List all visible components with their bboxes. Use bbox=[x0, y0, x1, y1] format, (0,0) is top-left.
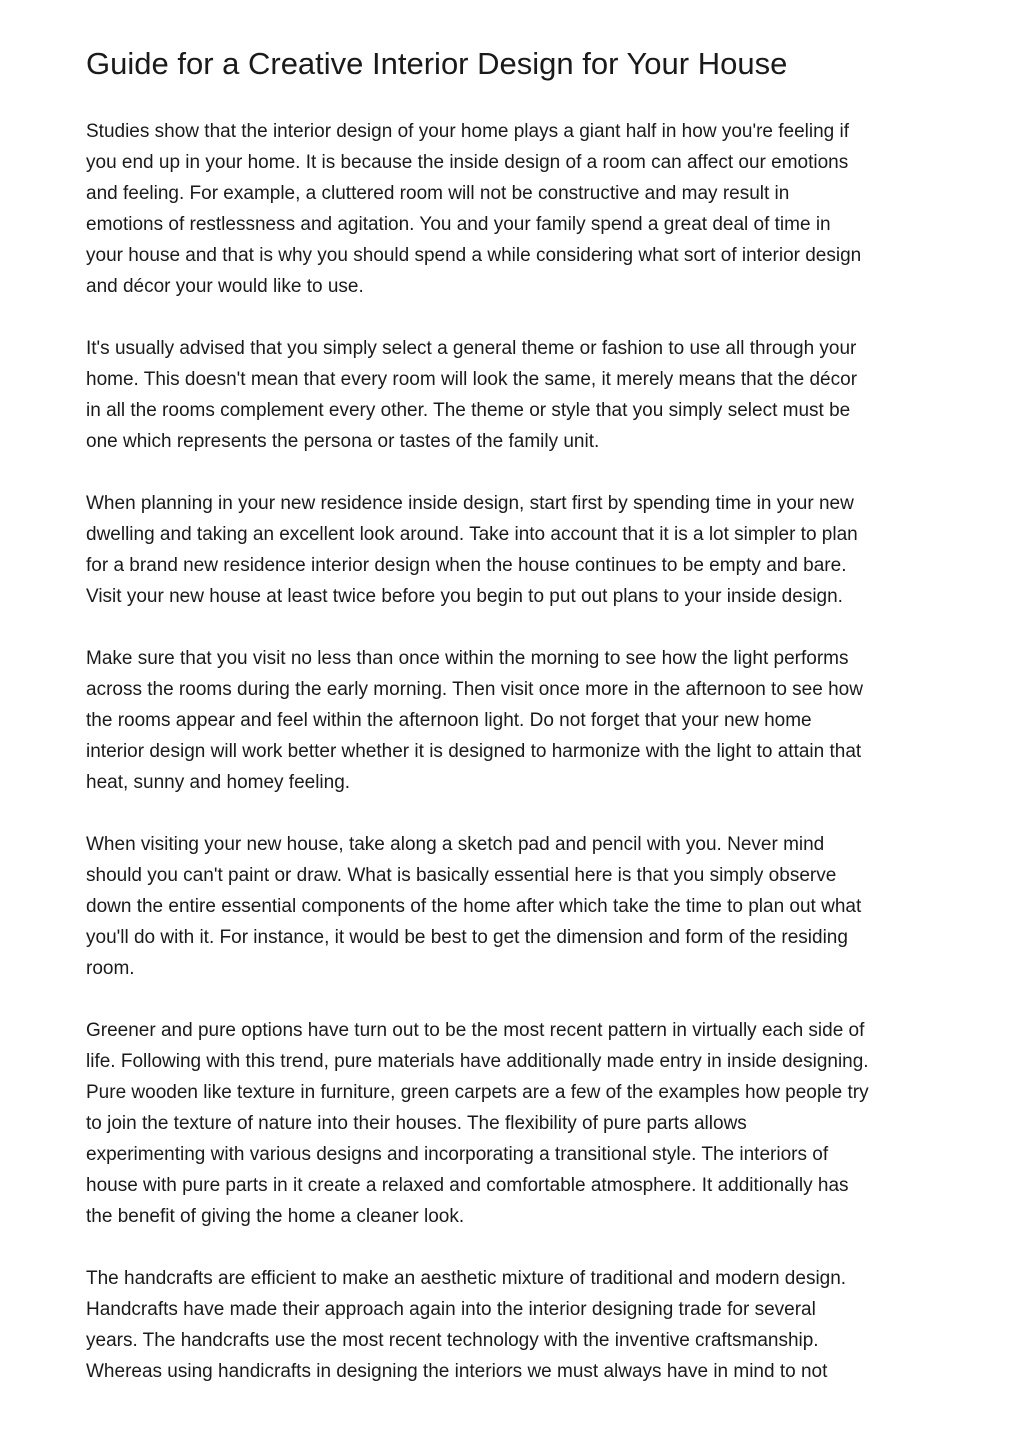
document-title: Guide for a Creative Interior Design for Your House bbox=[86, 46, 788, 81]
text-line: emotions of restlessness and agitation. You and your family spend a great deal of time in bbox=[86, 214, 831, 235]
text-line: Greener and pure options have turn out to be the most recent pattern in virtually each side of bbox=[86, 1020, 865, 1041]
text-line: the rooms appear and feel within the afternoon light. Do not forget that your new home bbox=[86, 710, 812, 731]
text-line: across the rooms during the early morning. Then visit once more in the afternoon to see how bbox=[86, 679, 863, 700]
text-line: you'll do with it. For instance, it would be best to get the dimension and form of the residing bbox=[86, 927, 848, 948]
text-line: life. Following with this trend, pure materials have additionally made entry in inside designing. bbox=[86, 1051, 869, 1072]
text-line: to join the texture of nature into their houses. The flexibility of pure parts allows bbox=[86, 1113, 747, 1134]
text-line: your house and that is why you should spend a while considering what sort of interior design bbox=[86, 245, 862, 266]
text-line: house with pure parts in it create a relaxed and comfortable atmosphere. It additionally has bbox=[86, 1175, 849, 1196]
text-line: dwelling and taking an excellent look around. Take into account that it is a lot simpler to plan bbox=[86, 524, 858, 545]
text-line: for a brand new residence interior design when the house continues to be empty and bare. bbox=[86, 555, 847, 576]
text-line: Make sure that you visit no less than once within the morning to see how the light performs bbox=[86, 648, 849, 669]
text-line: experimenting with various designs and incorporating a transitional style. The interiors of bbox=[86, 1144, 829, 1165]
text-line: When visiting your new house, take along a sketch pad and pencil with you. Never mind bbox=[86, 834, 825, 855]
text-line: interior design will work better whether it is designed to harmonize with the light to attain that bbox=[86, 741, 862, 762]
paragraph-4 bbox=[86, 643, 946, 798]
text-line: years. The handcrafts use the most recent technology with the inventive craftsmanship. bbox=[86, 1330, 819, 1351]
text-line: Whereas using handicrafts in designing the interiors we must always have in mind to not bbox=[86, 1361, 828, 1382]
text-line: Studies show that the interior design of your home plays a giant half in how you're feeling if bbox=[86, 121, 850, 142]
text-line: should you can't paint or draw. What is basically essential here is that you simply observe bbox=[86, 865, 837, 886]
text-line: in all the rooms complement every other. The theme or style that you simply select must be bbox=[86, 400, 851, 421]
paragraph-6 bbox=[86, 1015, 946, 1232]
text-line: Handcrafts have made their approach again into the interior designing trade for several bbox=[86, 1299, 816, 1320]
text-line: and décor your would like to use. bbox=[86, 276, 364, 297]
text-line: you end up in your home. It is because the inside design of a room can affect our emotions bbox=[86, 152, 849, 173]
text-line: home. This doesn't mean that every room will look the same, it merely means that the décor bbox=[86, 369, 858, 390]
text-line: It's usually advised that you simply select a general theme or fashion to use all through your bbox=[86, 338, 857, 359]
text-line: Visit your new house at least twice before you begin to put out plans to your inside design. bbox=[86, 586, 843, 607]
text-line: room. bbox=[86, 958, 135, 979]
paragraph-1 bbox=[86, 116, 946, 302]
document-page bbox=[86, 40, 946, 1418]
paragraph-7 bbox=[86, 1263, 946, 1387]
text-line: the benefit of giving the home a cleaner look. bbox=[86, 1206, 465, 1227]
paragraph-3 bbox=[86, 488, 946, 612]
text-line: one which represents the persona or tastes of the family unit. bbox=[86, 431, 600, 452]
text-line: When planning in your new residence inside design, start first by spending time in your new bbox=[86, 493, 854, 514]
text-line: down the entire essential components of the home after which take the time to plan out what bbox=[86, 896, 862, 917]
text-line: Pure wooden like texture in furniture, green carpets are a few of the examples how people try bbox=[86, 1082, 869, 1103]
text-line: heat, sunny and homey feeling. bbox=[86, 772, 351, 793]
text-line: The handcrafts are efficient to make an aesthetic mixture of traditional and modern design. bbox=[86, 1268, 847, 1289]
paragraph-2 bbox=[86, 333, 946, 457]
paragraph-5 bbox=[86, 829, 946, 984]
text-line: and feeling. For example, a cluttered room will not be constructive and may result in bbox=[86, 183, 790, 204]
